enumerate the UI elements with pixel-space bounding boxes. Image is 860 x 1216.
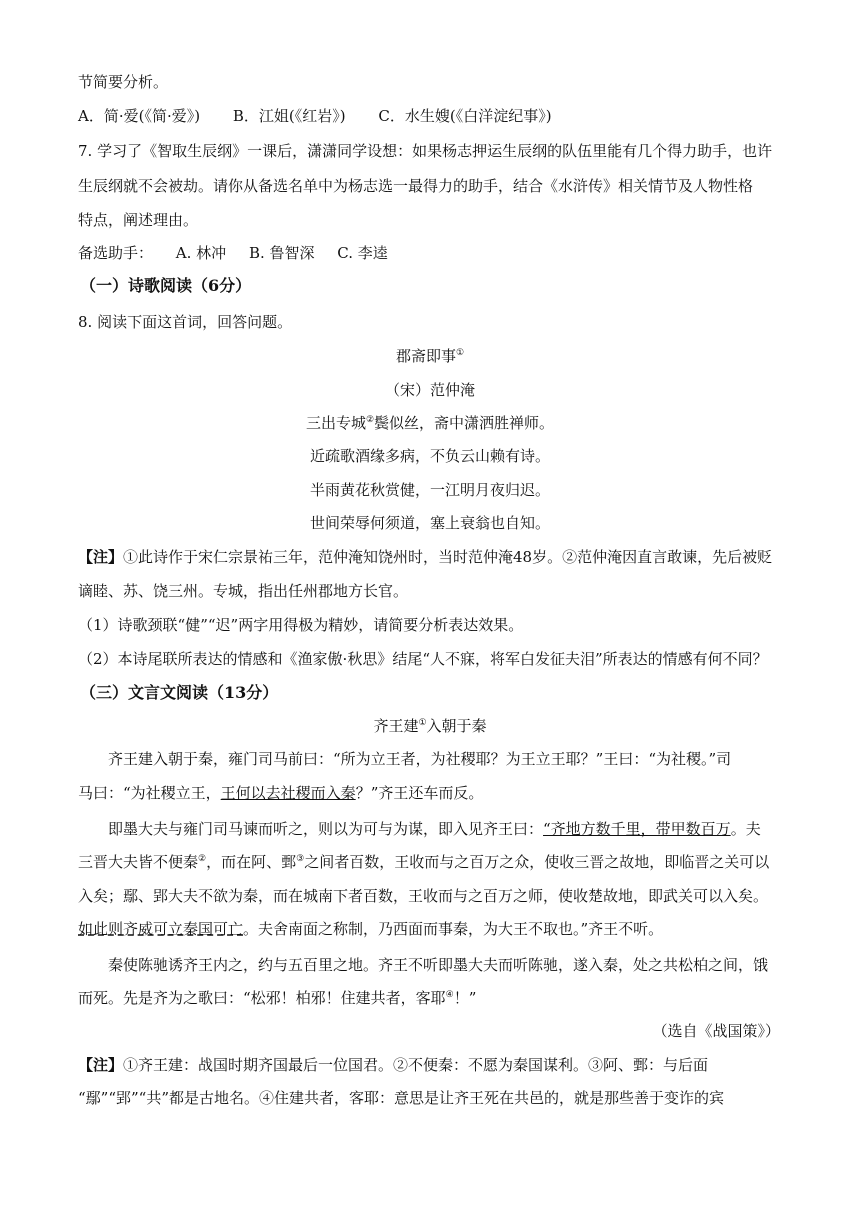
- passage-p2-line-2-c: 之间者百数，王收而与之百万之众，使收三晋之故地，即临晋之关可以: [304, 853, 770, 871]
- poem-note-line-2: 谪睦、苏、饶三州。专城，指出任州郡地方长官。: [78, 582, 409, 600]
- poem-line-1-part-b: 鬓似丝，斋中潇洒胜禅师。: [374, 414, 555, 432]
- q7-line-2: 生辰纲就不会被劫。请你从备选名单中为杨志选一最得力的助手，结合《水浒传》相关情节及人物性格: [78, 177, 754, 195]
- q7-helper-b: B. 鲁智深: [248, 244, 315, 262]
- passage-p2-line-4-b: 。夫舍南面之称制，乃西面而事秦，为大王不取也。”齐王不听。: [243, 920, 664, 938]
- passage-p3-line-2-b: ！”: [453, 989, 477, 1007]
- passage-p2-line-4: [78, 919, 790, 939]
- q8-prompt: 8. 阅读下面这首词，回答问题。: [78, 313, 293, 331]
- passage-p2-line-1: [108, 819, 790, 839]
- passage-p2-line-1-b: 。夫: [730, 820, 761, 838]
- poem-line-4: 世间荣辱何须道，塞上衰翁也自知。: [309, 514, 550, 532]
- poem-title: [0, 346, 860, 366]
- passage-p2-line-2: [78, 852, 790, 872]
- passage-source: （选自《战国策》）: [652, 1022, 780, 1040]
- passage-p1-line-2-b: ？”齐王还车而反。: [355, 784, 484, 802]
- q6-option-b: B．江姐(《红岩》): [232, 107, 346, 125]
- passage-note-line-2: “鄢”“郢”“共”都是古地名。④住建共者，客耶：意思是让齐王死在共邑的，就是那些善于变诈的宾: [78, 1089, 725, 1107]
- underlined-sentence-1: 王何以去社稷而入秦: [220, 784, 356, 802]
- poem-question-2: （2）本诗尾联所表达的情感和《渔家傲·秋思》结尾“人不寐，将军白发征夫泪”所表达的情感有何不同？: [78, 650, 768, 668]
- underlined-sentence-3: 如此则齐威可立秦国可亡: [78, 920, 244, 938]
- poetry-section-heading: （一）诗歌阅读（6分）: [80, 276, 252, 295]
- q7-helper-c: C. 李逵: [337, 244, 388, 262]
- poem-note-text-1: ①此诗作于宋仁宗景祐三年，范仲淹知饶州时，当时范仲淹48岁。②范仲淹因直言敢谏，先后被贬: [123, 548, 773, 566]
- classical-section-heading: （三）文言文阅读（13分）: [80, 683, 279, 702]
- passage-p2-line-3: 入矣；鄢、郢大夫不欲为秦，而在城南下者百数，王收而与之百万之师，使收楚故地，即武关可以入矣。: [78, 887, 769, 905]
- q6-tail: 节简要分析。: [78, 73, 169, 91]
- poem-line-3: 半雨黄花秋赏健，一江明月夜归迟。: [309, 481, 550, 499]
- poem-author: （宋）范仲淹: [384, 381, 475, 399]
- q7-helper-a: A. 林冲: [175, 244, 227, 262]
- classical-title: [0, 716, 860, 736]
- passage-note-mark-2: ②: [198, 854, 207, 864]
- poem-question-1: （1）诗歌颈联“健”“迟”两字用得极为精妙，请简要分析表达效果。: [78, 616, 524, 634]
- q6-option-c: C．水生嫂(《白洋淀纪事》): [378, 107, 552, 125]
- passage-p2-line-2-b: ，而在阿、鄄: [206, 853, 297, 871]
- passage-note-line-1: [78, 1055, 790, 1075]
- q7-helpers: [78, 243, 790, 263]
- poem-title-note-mark: ①: [455, 348, 465, 358]
- poem-note-line-1: [78, 547, 790, 567]
- q6-options: [78, 106, 790, 126]
- classical-title-part-a: 齐王建: [373, 717, 419, 735]
- passage-p1-line-1: 齐王建入朝于秦，雍门司马前曰：“所为立王者，为社稷耶？为王立王耶？”王曰：“为社稷。”司: [108, 750, 732, 768]
- passage-p3-line-2: [78, 988, 790, 1008]
- passage-p1-line-2-a: 马曰：“为社稷立王，: [78, 784, 221, 802]
- q7-line-1: 7. 学习了《智取生辰纲》一课后，潇潇同学设想：如果杨志押运生辰纲的队伍里能有几个得力助手，也许: [78, 142, 773, 160]
- q7-helpers-label: 备选助手：: [78, 244, 154, 262]
- classical-title-note-mark: ①: [418, 718, 427, 728]
- passage-p3-line-1: 秦使陈驰诱齐王内之，约与五百里之地。齐王不听即墨大夫而听陈驰，遂入秦，处之共松柏之间，饿: [108, 956, 769, 974]
- poem-note-label: 【注】: [78, 548, 124, 566]
- q6-option-a: A．简·爱(《简·爱》): [78, 107, 201, 125]
- passage-p2-line-1-a: 即墨大夫与雍门司马谏而听之，则以为可与为谋，即入见齐王曰：: [108, 820, 544, 838]
- passage-note-mark-3: ③: [296, 854, 305, 864]
- poem-title-text: 郡斋即事: [395, 347, 456, 365]
- passage-note-text-1: ①齐王建：战国时期齐国最后一位国君。②不便秦：不愿为秦国谋利。③阿、鄄：与后面: [123, 1056, 709, 1074]
- passage-p2-line-2-a: 三晋大夫皆不便秦: [78, 853, 199, 871]
- poem-line-1-part-a: 三出专城: [305, 414, 366, 432]
- poem-line-1-note-mark: ②: [365, 415, 375, 425]
- poem-line-2: 近疏歌酒缘多病，不负云山赖有诗。: [309, 447, 550, 465]
- classical-title-part-b: 入朝于秦: [426, 717, 487, 735]
- passage-p3-line-2-a: 而死。先是齐为之歌曰：“松邪！柏邪！住建共者，客耶: [78, 989, 446, 1007]
- q7-line-3: 特点，阐述理由。: [78, 211, 199, 229]
- underlined-sentence-2: “齐地方数千里，带甲数百万: [543, 820, 731, 838]
- passage-note-label: 【注】: [78, 1056, 124, 1074]
- poem-line-1: [0, 413, 860, 433]
- passage-note-mark-4: ④: [445, 990, 454, 1000]
- passage-p1-line-2: [78, 783, 790, 803]
